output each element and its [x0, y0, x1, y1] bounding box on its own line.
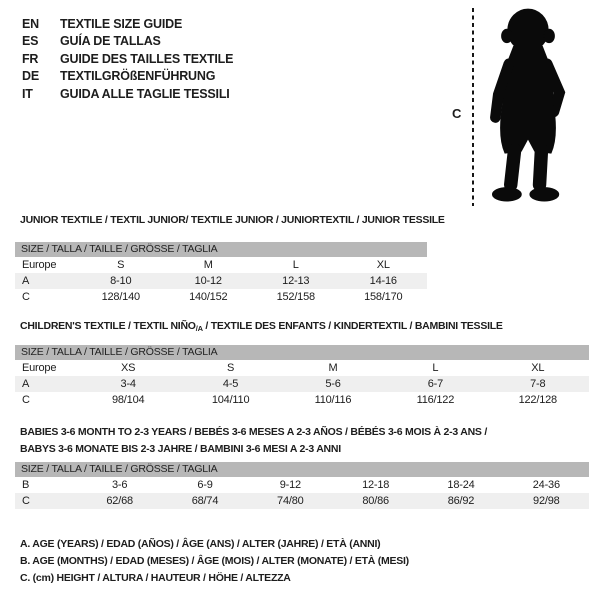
height-measure-label: C: [452, 106, 462, 121]
value-cell: XL: [376, 259, 390, 271]
junior-size-table: [15, 242, 427, 305]
value-cell: 116/122: [416, 394, 455, 406]
value-cell: 5-6: [282, 376, 384, 392]
value-cell: M: [203, 259, 213, 271]
language-title: TEXTILGRÖßENFÜHRUNG: [60, 69, 216, 84]
language-code: IT: [22, 86, 33, 101]
table-row: [15, 477, 589, 493]
language-row: [22, 68, 233, 86]
value-cell: 6-7: [384, 376, 486, 392]
value-cell: 158/170: [364, 291, 403, 303]
value-cell: 62/68: [77, 493, 162, 509]
height-measure-dashed-line: [472, 8, 474, 206]
footnote-b: B. AGE (MONTHS) / EDAD (MESES) / ÂGE (MOIS) / ALTER (MONATE) / ETÀ (MESI): [20, 555, 409, 567]
children-title-text: CHILDREN'S TEXTILE / TEXTIL NIÑO: [20, 320, 196, 332]
table-row: [15, 360, 589, 376]
value-cell: 4-5: [179, 376, 281, 392]
value-cell: L: [432, 362, 439, 374]
children-size-table: [15, 345, 589, 408]
value-cell: S: [117, 259, 125, 271]
value-cell: 3-6: [112, 479, 128, 491]
language-row: [22, 33, 233, 51]
value-cell: M: [328, 362, 338, 374]
row-label-cell: Europe: [22, 259, 57, 271]
value-cell: 74/80: [248, 493, 333, 509]
table-row: [15, 392, 589, 408]
value-cell: 3-4: [77, 376, 179, 392]
language-code: ES: [22, 34, 39, 49]
footnotes: [20, 536, 409, 587]
babies-title-line: BABYS 3-6 MONATE BIS 2-3 JAHRE / BAMBINI 3-6 MESI A 2-3 ANNI: [20, 442, 341, 455]
language-code: DE: [22, 69, 39, 84]
value-cell: 104/110: [211, 394, 250, 406]
footnote-c: C. (cm) HEIGHT / ALTURA / HAUTEUR / HÖHE / ALTEZZA: [20, 572, 291, 584]
row-label-cell: B: [22, 479, 30, 491]
value-cell: 12-18: [362, 479, 390, 491]
value-cell: 98/104: [111, 394, 145, 406]
children-title-subscript: /A: [195, 324, 203, 333]
value-cell: 18-24: [447, 479, 475, 491]
value-cell: 24-36: [532, 479, 560, 491]
language-title: GUIDA ALLE TAGLIE TESSILI: [60, 86, 230, 101]
size-header-bar: SIZE / TALLA / TAILLE / GRÖSSE / TAGLIA: [15, 462, 589, 477]
language-title: GUÍA DE TALLAS: [60, 34, 161, 49]
children-title-text: / TEXTILE DES ENFANTS / KINDERTEXTIL / BAMBINI TESSILE: [202, 320, 503, 332]
babies-size-table: [15, 462, 589, 509]
value-cell: XL: [531, 362, 545, 374]
value-cell: 152/158: [276, 291, 315, 303]
size-header-bar: SIZE / TALLA / TAILLE / GRÖSSE / TAGLIA: [15, 345, 589, 360]
children-table-title: [20, 318, 503, 338]
language-row: [22, 15, 233, 33]
junior-table-title: JUNIOR TEXTILE / TEXTIL JUNIOR/ TEXTILE JUNIOR / JUNIORTEXTIL / JUNIOR TESSILE: [20, 214, 445, 226]
language-row: [22, 50, 233, 68]
value-cell: 122/128: [518, 394, 557, 406]
value-cell: S: [227, 362, 235, 374]
value-cell: 80/86: [333, 493, 418, 509]
table-row: [15, 493, 589, 509]
row-label-cell: C: [22, 394, 30, 406]
value-cell: 110/116: [314, 394, 352, 406]
row-label-cell: C: [22, 291, 30, 303]
babies-title-line: BABIES 3-6 MONTH TO 2-3 YEARS / BEBÉS 3-6 MESES A 2-3 AÑOS / BÉBÉS 3-6 MOIS À 2-3 ANS /: [20, 426, 488, 438]
footnote-a: A. AGE (YEARS) / EDAD (AÑOS) / ÂGE (ANS) / ALTER (JAHRE) / ETÀ (ANNI): [20, 538, 381, 550]
language-title: GUIDE DES TAILLES TEXTILE: [60, 51, 234, 66]
value-cell: L: [292, 259, 299, 271]
toddler-silhouette-image: [480, 6, 576, 208]
language-title: TEXTILE SIZE GUIDE: [60, 16, 183, 31]
table-row: [15, 376, 589, 392]
language-row: [22, 85, 233, 103]
value-cell: 128/140: [101, 291, 140, 303]
value-cell: 12-13: [252, 273, 340, 289]
value-cell: 68/74: [162, 493, 247, 509]
size-header-bar: SIZE / TALLA / TAILLE / GRÖSSE / TAGLIA: [15, 242, 427, 257]
value-cell: 92/98: [504, 493, 589, 509]
value-cell: 6-9: [197, 479, 213, 491]
babies-table-title: [20, 424, 487, 457]
value-cell: 140/152: [189, 291, 228, 303]
value-cell: 9-12: [279, 479, 301, 491]
row-label-cell: Europe: [22, 362, 57, 374]
language-code: FR: [22, 51, 39, 66]
table-row: [15, 273, 427, 289]
table-row: [15, 257, 427, 273]
value-cell: 8-10: [77, 273, 165, 289]
row-label-cell: C: [15, 493, 77, 509]
row-label-cell: A: [15, 273, 77, 289]
value-cell: 7-8: [487, 376, 589, 392]
table-row: [15, 289, 427, 305]
language-list: [22, 15, 233, 103]
language-code: EN: [22, 16, 39, 31]
row-label-cell: A: [15, 376, 77, 392]
value-cell: 86/92: [418, 493, 503, 509]
value-cell: 10-12: [165, 273, 253, 289]
value-cell: XS: [121, 362, 136, 374]
value-cell: 14-16: [340, 273, 428, 289]
